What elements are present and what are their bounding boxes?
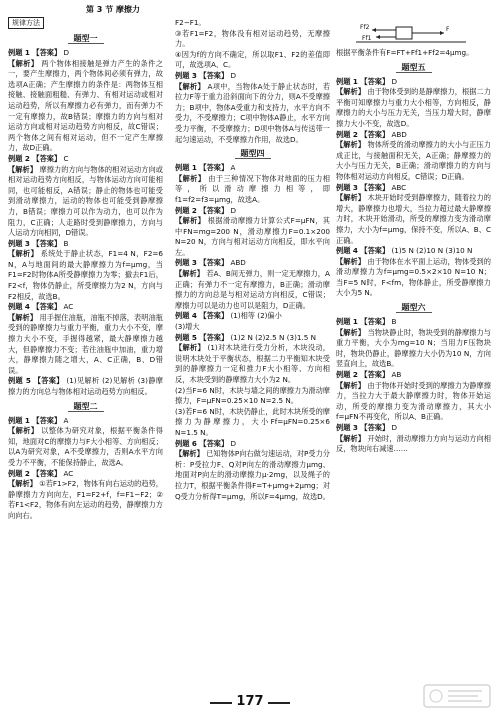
text-paragraph [336, 434, 491, 455]
analysis-label: 【解析】 [336, 327, 366, 337]
text-paragraph [336, 193, 491, 246]
analysis-text: ①若F1>F2，物体有向右运动的趋势，静摩擦力方向向左，F1=F2+f，f=F1−F2；②若F1<F2，物体有向左运动的趋势，静摩擦力方向向右。 [8, 479, 163, 520]
force-diagram [336, 20, 491, 46]
page-header [8, 2, 492, 16]
analysis-label: 【解析】 [336, 87, 366, 97]
answer-label: 【答案】 [199, 332, 229, 342]
text-paragraph [336, 328, 491, 370]
text-paragraph: (2)当F=6 N时，木块与墙之间的摩擦力为滑动摩擦力，F=μFN=0.25×10 N=2.5 N。 [175, 385, 330, 406]
page-number-block [210, 694, 290, 710]
analysis-text: 摩擦力的方向与物体的相对运动方向或相对运动趋势方向相反，与物体运动方向可能相同，也可能相反，A错误；静止的物体也可能受到滑动摩擦力，运动的物体也可能受到静摩擦力，B错误；摩擦力可以作为动力，也可以作为阻力，C正确；人走路时受到静摩擦力，方向与人运动方向相同，D错误。 [8, 164, 163, 238]
text-paragraph [8, 376, 163, 397]
example-number: 例题 2 [8, 468, 33, 478]
analysis-label: 【解析】 [8, 58, 39, 68]
question-type-heading [336, 301, 491, 315]
answer-value: (1)2 N (2)2.5 N (3)1.5 N [228, 332, 316, 342]
text-paragraph [175, 216, 330, 258]
text-paragraph: F2−F1。 [175, 18, 206, 27]
analysis-label: 【解析】 [336, 256, 366, 266]
text-paragraph: (3)若F=6 N时，木块仍静止，此时木块所受的摩擦力为静摩擦力，大小Ff=μFN=0.25×6 N=1.5 N。 [175, 406, 330, 437]
text-paragraph [8, 469, 163, 480]
analysis-label: 【解析】 [175, 173, 206, 183]
text-paragraph [336, 77, 491, 88]
analysis-label: 【解析】 [8, 312, 38, 322]
example-number: 例题 3 [175, 258, 200, 268]
answer-label: 【答案】 [199, 311, 229, 321]
text-paragraph [336, 381, 491, 423]
answer-label: 【答案】 [33, 376, 64, 386]
text-paragraph [336, 130, 491, 141]
answer-value: D [61, 48, 69, 57]
text-paragraph [8, 154, 163, 165]
analysis-text: 木块开始时受到静摩擦力，随着拉力的增大，静摩擦力也增大，当拉力超过最大静摩擦力时，木块开始滑动，所受的摩擦力变为滑动摩擦力，大小为f=μmg，保持不变，所以A、B、C正确。 [336, 193, 491, 245]
text-paragraph [8, 426, 163, 468]
example-number: 例题 3 [336, 423, 361, 432]
text-paragraph [336, 423, 491, 434]
answer-label: 【答案】 [32, 468, 62, 478]
question-type-title: 题型五 [396, 63, 432, 73]
text-paragraph [175, 82, 330, 146]
example-number: 例题 3 [175, 70, 200, 80]
text-paragraph [336, 87, 491, 129]
answer-label: 【答案】 [32, 415, 62, 425]
page-number-rule-right [268, 702, 290, 704]
text-paragraph [336, 317, 491, 328]
column-middle [175, 18, 330, 690]
method-tag: 规律方法 [8, 17, 44, 29]
example-number: 例题 2 [175, 205, 200, 215]
text-paragraph [336, 183, 491, 194]
answer-value: ABD [228, 258, 246, 268]
question-type-title: 题型六 [396, 303, 432, 313]
answer-value: AC [61, 468, 74, 478]
answer-label: 【答案】 [360, 246, 390, 256]
answer-label: 【答案】 [199, 163, 229, 173]
answer-value: (1)相等 (2)偏小 [228, 311, 282, 321]
analysis-text: 由于物体受到的是静摩擦力，根据二力平衡可知摩擦力与重力大小相等，方向相反，静摩擦力的大小与压力无关，当压力增大时，静摩擦力大小不变，故选D。 [336, 87, 491, 128]
answer-label: 【答案】 [360, 76, 390, 86]
question-type-heading [8, 32, 163, 46]
text-paragraph [336, 257, 491, 299]
analysis-text: 系统处于静止状态，F1=4 N，F2=6 N，A与地面间的最大静摩擦力为f=μmg，当F1=F2时物体A所受静摩擦力为零；撤去F1后，F2<f，物体仍静止，所受摩擦力为2 N，方向与F2相反，故选B。 [8, 249, 163, 301]
analysis-label: 【解析】 [175, 449, 204, 459]
answer-label: 【答案】 [32, 48, 62, 57]
figure-container [336, 20, 491, 46]
answer-label: 【答案】 [32, 302, 62, 312]
section-title: 第 3 节 摩擦力 [86, 5, 140, 14]
answer-value: B [389, 317, 397, 327]
text-paragraph [8, 165, 163, 239]
answer-value: C [61, 153, 69, 163]
force-label: F [446, 26, 450, 33]
answer-value: D [228, 70, 236, 80]
answer-label: 【答案】 [199, 258, 229, 268]
analysis-label: 【解析】 [8, 249, 39, 259]
text-paragraph [8, 416, 163, 427]
text-paragraph [336, 140, 491, 182]
question-type-heading [336, 61, 491, 75]
analysis-label: 【解析】 [336, 433, 366, 443]
answer-label: 【答案】 [199, 205, 229, 215]
analysis-label: 【解析】 [8, 479, 37, 489]
example-number: 例题 4 [8, 302, 33, 312]
question-type-title: 题型四 [235, 149, 271, 159]
text-paragraph [175, 449, 330, 502]
analysis-text: 由于三种情况下物体对地面的压力相等，所以滑动摩擦力相等，即f1=f2=f3=μmg，故选A。 [175, 173, 330, 204]
answer-label: 【答案】 [360, 370, 390, 380]
text-paragraph [175, 163, 330, 174]
example-number: 例题 2 [8, 153, 33, 163]
example-number: 例题 5 [175, 332, 200, 342]
answer-value: (1)见解析 (2)见解析 (3)静摩擦力的方向总与物体相对运动趋势方向相反。 [8, 376, 163, 396]
answer-label: 【答案】 [360, 423, 390, 432]
answer-value: D [228, 438, 236, 448]
analysis-label: 【解析】 [175, 216, 206, 226]
text-paragraph [8, 59, 163, 154]
analysis-label: 【解析】 [8, 426, 39, 436]
force-label: Ff2 [360, 24, 370, 31]
column-right [336, 18, 491, 690]
text-paragraph [175, 333, 330, 344]
text-paragraph [336, 246, 491, 257]
analysis-text: 物体所受的滑动摩擦力的大小与正压力成正比，与接触面积无关，A正确；静摩擦力的大小与压力无关，B正确；滑动摩擦力的方向与物体相对运动方向相反，C错误；D正确。 [336, 140, 491, 181]
answer-label: 【答案】 [199, 70, 229, 80]
text-paragraph [175, 343, 330, 385]
analysis-label: 【解析】 [175, 343, 205, 353]
analysis-text: 根据滑动摩擦力计算公式F=μFN，其中FN=mg=200 N，滑动摩擦力F=0.1×200 N=20 N，方向与相对运动方向相反，即水平向左。 [175, 216, 330, 257]
example-number: 例题 2 [336, 129, 361, 139]
text-paragraph: ④因为f的方向不确定，所以取F1、F2的差值即可，故选项A、C。 [175, 49, 330, 70]
analysis-text: A项中，当物体A处于静止状态时，若拉力F等于重力沿斜面向下的分力，则A不受摩擦力；B项中，物体A受重力和支持力，水平方向不受力，不受摩擦力；C项中物体A静止，水平方向受力平衡，不受摩擦力；D项中物体A与传送带一起匀速运动，不受摩擦力作用，故选D。 [175, 81, 330, 144]
example-number: 例题 4 [175, 311, 200, 321]
force-label: Ff1 [362, 35, 372, 42]
question-type-heading [8, 400, 163, 414]
analysis-text: 开始时，滑动摩擦力方向与运动方向相反，物块向右减速…… [336, 433, 491, 454]
answer-label: 【答案】 [32, 153, 62, 163]
analysis-label: 【解析】 [8, 164, 38, 174]
text-paragraph [175, 439, 330, 450]
example-number: 例题 1 [8, 415, 33, 425]
page-number-rule-left [210, 702, 232, 704]
answer-value: AB [389, 370, 402, 380]
text-paragraph [8, 313, 163, 377]
analysis-label: 【解析】 [336, 193, 366, 203]
analysis-text: 两个物体相接触是弹力产生的条件之一，要产生摩擦力，两个物体间必须有弹力，故选项A正确；产生摩擦力的条件是：两物体互相接触、接触面粗糙、有弹力、有相对运动或相对运动趋势，所以有摩擦力必有弹力，而有弹力不一定有摩擦力，故B错误；摩擦力的方向与相对运动方向或相对运动趋势方向相反，故C错误；两个物体之间有相对运动，但不一定产生摩擦力，故D正确。 [8, 58, 163, 153]
example-number: 例题 3 [336, 182, 361, 192]
question-type-heading [175, 147, 330, 161]
analysis-text: 已知物体P向右做匀速运动，对P受力分析：P受拉力F、Q对P向左的滑动摩擦力μmg、地面对P向左的滑动摩擦力μ·2mg，以及绳子的拉力T，根据平衡条件得F=T+μmg+2μmg；对Q受力分析得T=μmg，所以F=4μmg，故选D。 [175, 449, 330, 501]
text-paragraph [175, 311, 330, 322]
answer-value: D [389, 423, 397, 432]
force-ff1-arrowhead [376, 35, 380, 39]
text-paragraph: 根据平衡条件有F=FT+Ff1+Ff2=4μmg。 [336, 48, 474, 57]
analysis-text: 若A、B间无弹力，则一定无摩擦力，A正确；有弹力不一定有摩擦力，B正确；滑动摩擦力的方向总是与相对运动方向相反，C错误；摩擦力可以是动力也可以是阻力，D正确。 [175, 269, 330, 310]
text-paragraph [8, 249, 163, 302]
example-number: 例题 1 [175, 163, 200, 173]
answer-value: ABC [389, 182, 407, 192]
analysis-text: 由于物体在水平面上运动，物体受到的滑动摩擦力为f=μmg=0.5×2×10 N=10 N；当F=5 N时，F<fm，物体静止，所受静摩擦力大小为5 N。 [336, 256, 491, 298]
text-paragraph [175, 71, 330, 82]
example-number: 例题 3 [8, 238, 33, 248]
answer-value: A [61, 415, 69, 425]
answer-label: 【答案】 [32, 238, 62, 248]
answer-value: B [61, 238, 69, 248]
answer-label: 【答案】 [360, 317, 390, 327]
analysis-text: 由于物体开始时受到的摩擦力为静摩擦力，当拉力大于最大静摩擦力时，物体开始运动，所受的摩擦力变为滑动摩擦力，其大小f=μFN不再变化，所以A、B正确。 [336, 380, 491, 422]
analysis-label: 【解析】 [336, 380, 366, 390]
analysis-label: 【解析】 [175, 269, 204, 279]
answer-label: 【答案】 [360, 129, 390, 139]
question-type-title: 题型一 [68, 34, 104, 44]
example-number: 例题 6 [175, 438, 200, 448]
example-number: 例题 1 [8, 48, 33, 57]
text-paragraph [8, 239, 163, 250]
text-paragraph [8, 479, 163, 521]
block-p [396, 27, 412, 39]
text-paragraph [8, 302, 163, 313]
text-paragraph [175, 174, 330, 206]
text-paragraph [8, 48, 163, 59]
force-f-arrowhead [440, 31, 444, 35]
analysis-label: 【解析】 [175, 81, 205, 91]
analysis-text: 以整体为研究对象，根据平衡条件得知，地面对C的摩擦力与F大小相等、方向相反；以A为研究对象，A不受摩擦力，否则A水平方向受力不平衡，不能保持静止，故选A。 [8, 426, 163, 467]
analysis-text: (1)对木块进行受力分析，木块没动，说明木块处于平衡状态，根据二力平衡知木块受到的静摩擦力一定和推力F大小相等、方向相反，木块受到的静摩擦力大小为2 N。 [175, 343, 330, 384]
answer-value: D [389, 76, 397, 86]
answer-value: AC [61, 302, 74, 312]
answer-label: 【答案】 [360, 182, 390, 192]
analysis-text: 用手握住油瓶，油瓶不掉落，表明油瓶受到的静摩擦力与重力平衡，重力大小不变，摩擦力大小不变，手握得越紧，最大静摩擦力越大，但静摩擦力不变；若往油瓶中加油，重力增大，静摩擦力随之增大，A、C正确，B、D错误。 [8, 312, 163, 375]
question-type-title: 题型二 [68, 402, 104, 412]
example-number: 例题 1 [336, 317, 361, 327]
watermark-stamp-icon [422, 681, 494, 711]
example-number: 例题 1 [336, 76, 361, 86]
text-paragraph [175, 206, 330, 217]
force-ff2-arrowhead [372, 28, 376, 32]
text-paragraph [336, 370, 491, 381]
text-paragraph: (3)增大 [175, 322, 200, 332]
text-paragraph: ③若F1=F2，物体没有相对运动趋势，无摩擦力。 [175, 28, 330, 49]
answer-value: ABD [389, 129, 407, 139]
answer-value: A [228, 163, 236, 173]
answer-value: (1)5 N (2)10 N (3)10 N [389, 246, 473, 256]
text-paragraph [175, 258, 330, 269]
analysis-text: 当物块静止时，物块受到的静摩擦力与重力平衡，大小为mg=10 N；当用力F压物块时，物块仍静止，静摩擦力大小仍为10 N，方向竖直向上，故选B。 [336, 327, 491, 369]
answer-value: D [228, 205, 236, 215]
analysis-label: 【解析】 [336, 140, 366, 150]
column-left [8, 30, 163, 690]
example-number: 例题 4 [336, 246, 361, 256]
example-number: 例题 5 [8, 376, 34, 386]
example-number: 例题 2 [336, 370, 361, 380]
answer-label: 【答案】 [199, 438, 229, 448]
page-number: 177 [236, 694, 264, 709]
text-paragraph [175, 269, 330, 311]
